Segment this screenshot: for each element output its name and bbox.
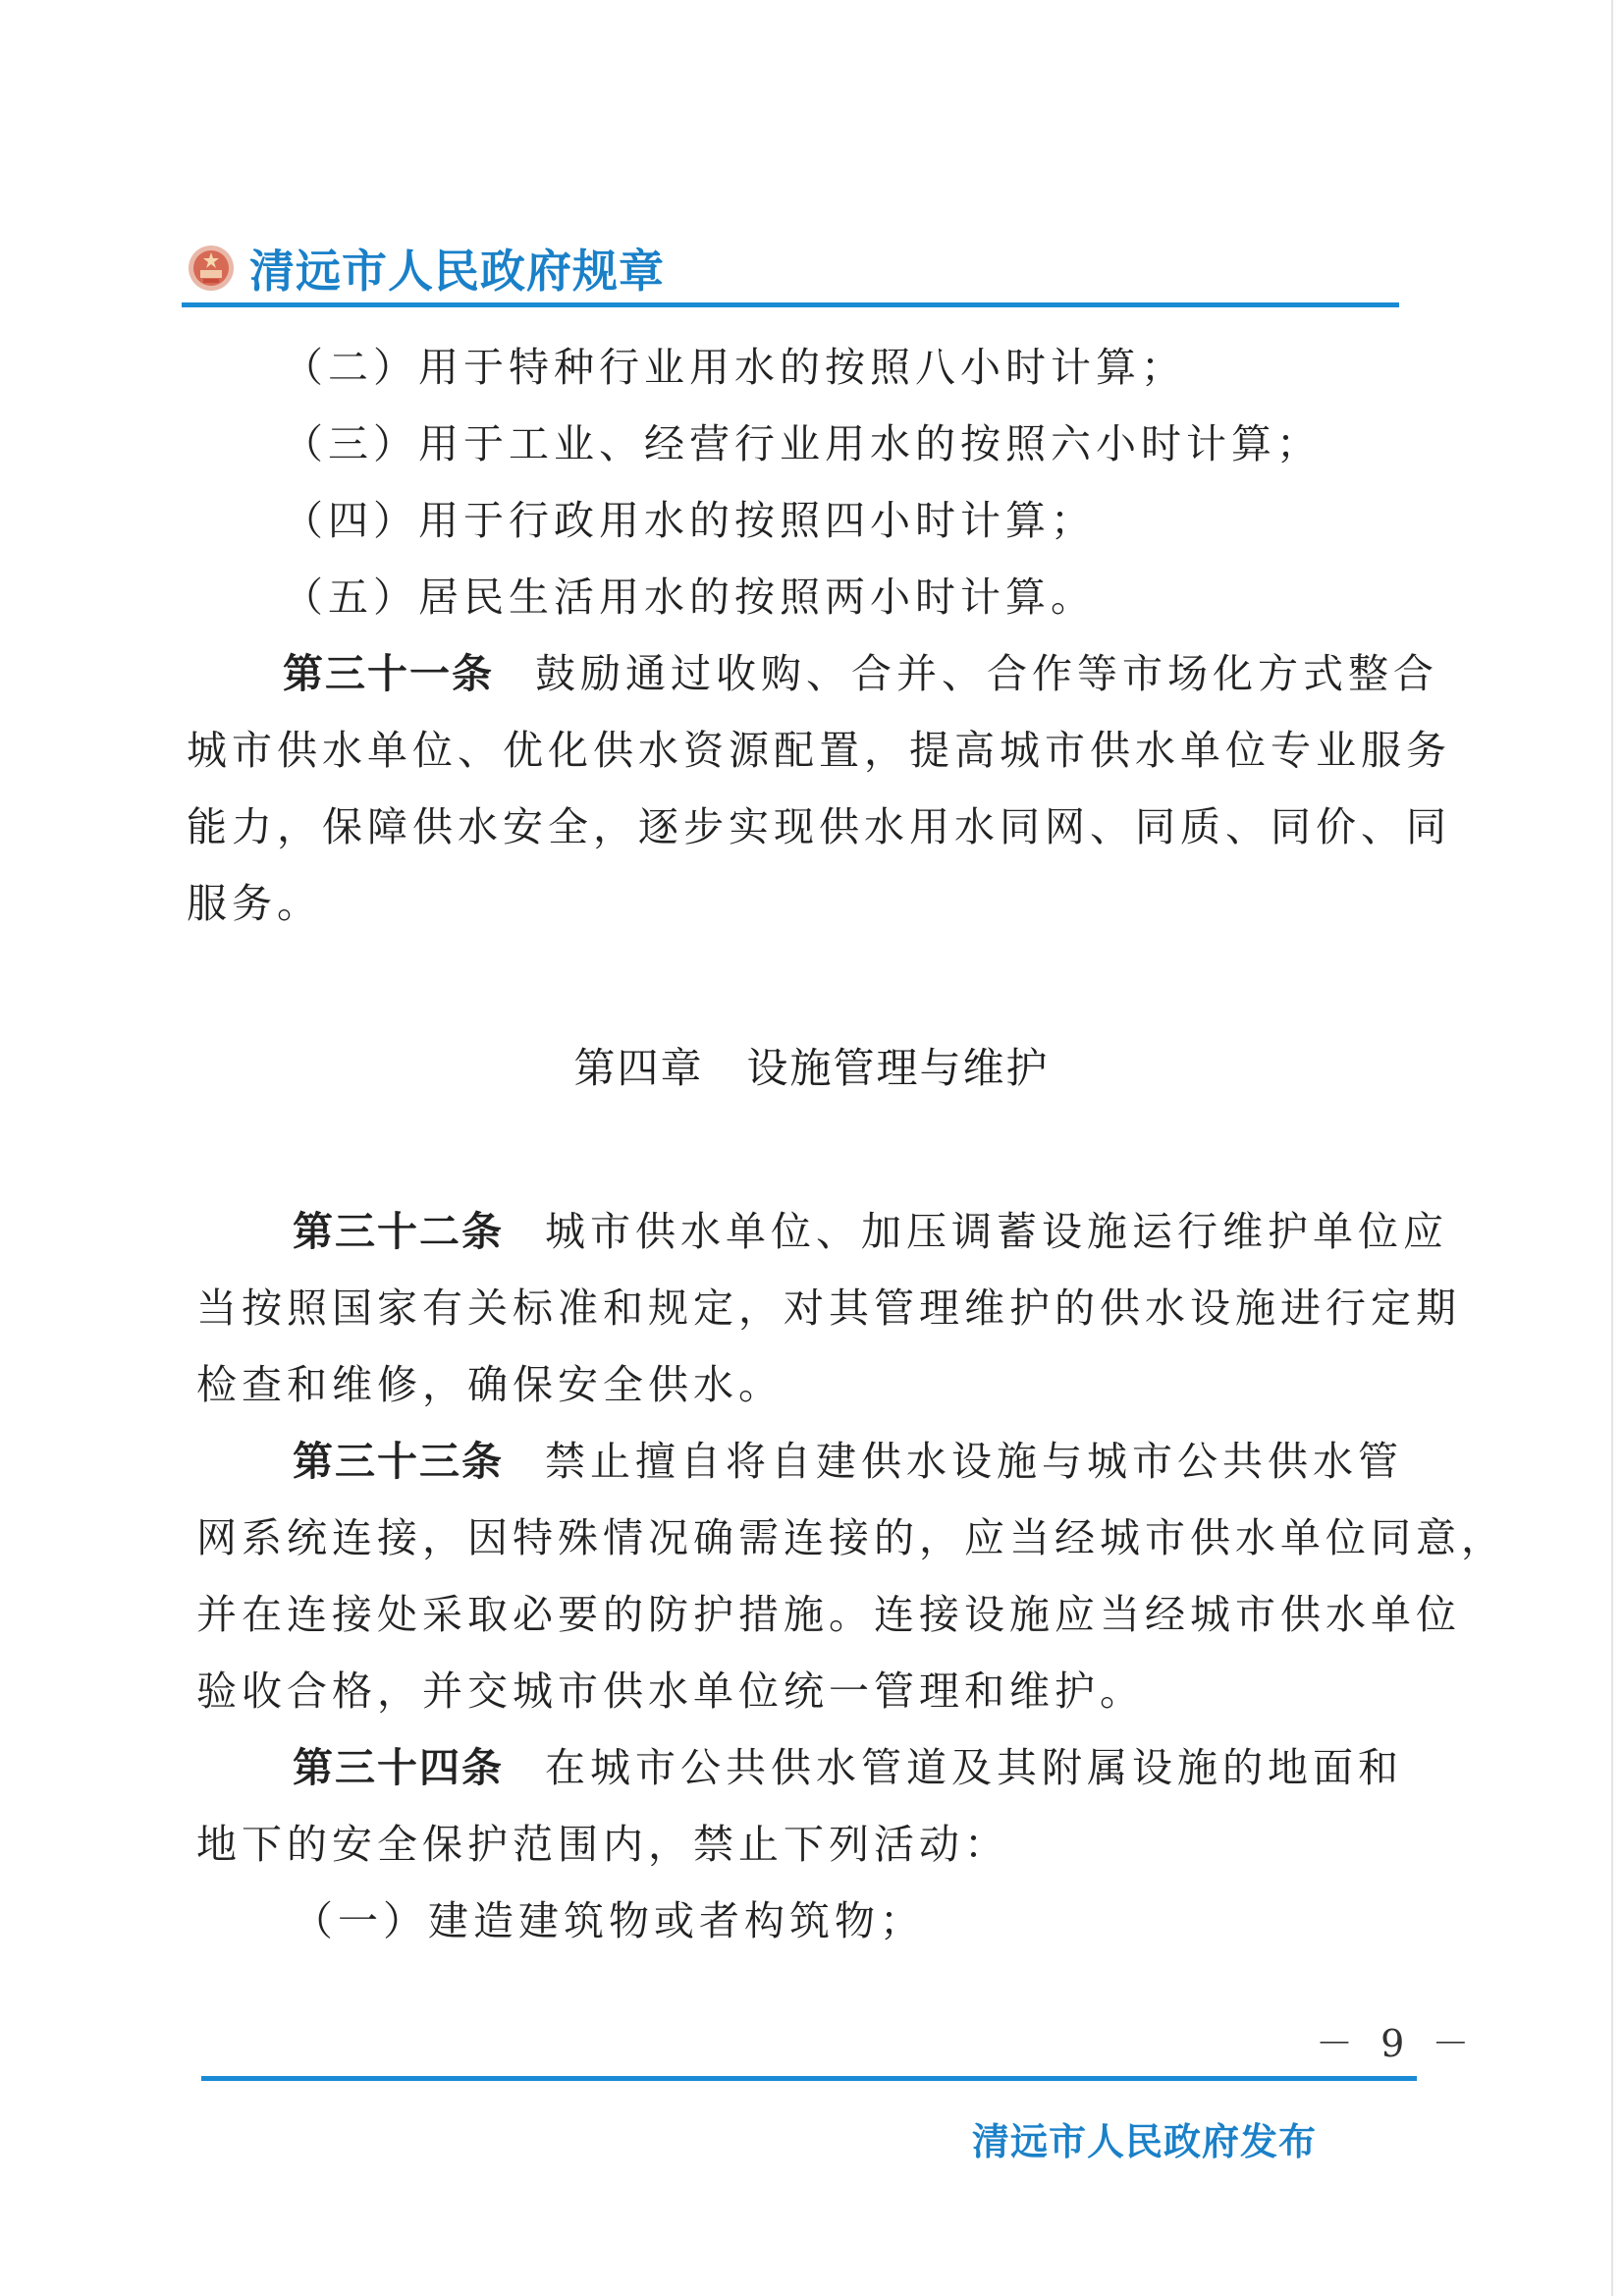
- article-31-line: [187, 635, 1438, 712]
- page-header: [187, 236, 665, 301]
- article-text: 鼓励通过收购、合并、合作等市场化方式整合: [535, 650, 1438, 697]
- page-edge: [1611, 0, 1613, 2296]
- article-34-line: 地下的安全保护范围内，禁止下列活动：: [196, 1821, 1009, 1868]
- article-33-line: 验收合格，并交城市供水单位统一管理和维护。: [196, 1667, 1145, 1715]
- header-rule: [182, 302, 1399, 307]
- article-31-line: 能力，保障供水安全，逐步实现供水用水同网、同质、同价、同: [187, 803, 1451, 850]
- list-item: （四）用于行政用水的按照四小时计算；: [283, 497, 1096, 544]
- footer-rule: [201, 2076, 1417, 2081]
- article-text: 禁止擅自将自建供水设施与城市公共供水管: [545, 1438, 1403, 1485]
- header-title: 清远市人民政府规章: [249, 245, 665, 298]
- list-item: （一）建造建筑物或者构筑物；: [293, 1897, 925, 1944]
- article-32-line: 当按照国家有关标准和规定，对其管理维护的供水设施进行定期: [196, 1285, 1461, 1332]
- article-33-line: 网系统连接，因特殊情况确需连接的，应当经城市供水单位同意，: [196, 1514, 1506, 1561]
- article-34-line: [196, 1729, 1414, 1806]
- list-item: （五）居民生活用水的按照两小时计算。: [283, 574, 1096, 621]
- publisher-label: 清远市人民政府发布: [972, 2120, 1318, 2163]
- article-text: 城市供水单位、加压调蓄设施运行维护单位应: [545, 1208, 1448, 1255]
- article-31-line: 服务。: [187, 880, 322, 927]
- article-label: 第三十四条: [293, 1744, 504, 1791]
- article-32-line: 检查和维修，确保安全供水。: [196, 1361, 784, 1408]
- page-number: － 9 －: [1316, 2022, 1478, 2065]
- article-text: 在城市公共供水管道及其附属设施的地面和: [545, 1744, 1403, 1791]
- article-label: 第三十二条: [293, 1208, 504, 1255]
- article-31-line: 城市供水单位、优化供水资源配置，提高城市供水单位专业服务: [187, 727, 1451, 774]
- chapter-title: 设施管理与维护: [746, 1044, 1050, 1092]
- chapter-heading: [0, 1036, 1623, 1095]
- list-item: （三）用于工业、经营行业用水的按照六小时计算；: [283, 420, 1322, 467]
- body-section-2: [196, 1193, 1506, 1959]
- article-33-line: [196, 1423, 1414, 1500]
- body-section-1: [187, 329, 1451, 942]
- article-33-line: 并在连接处采取必要的防护措施。连接设施应当经城市供水单位: [196, 1591, 1461, 1638]
- article-label: 第三十三条: [293, 1438, 504, 1485]
- national-emblem-icon: [187, 244, 236, 293]
- article-32-line: [196, 1193, 1448, 1270]
- article-label: 第三十一条: [283, 650, 494, 697]
- list-item: （二）用于特种行业用水的按照八小时计算；: [283, 344, 1186, 391]
- chapter-number: 第四章: [573, 1044, 704, 1092]
